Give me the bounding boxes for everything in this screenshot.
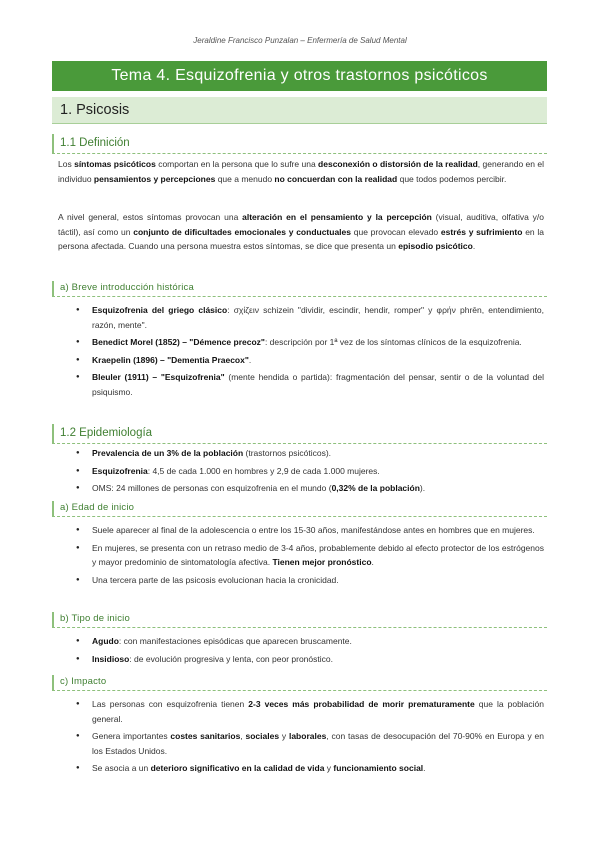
bold-text: desconexión o distorsión de la realidad [318,159,478,169]
text-run: comportan en la persona que lo sufre una [155,159,319,169]
paragraph-definicion-1 [58,157,544,186]
text-run: : de evolución progresiva y lenta, con peor pronóstico. [129,653,333,664]
text-run: que la población general. [92,699,545,724]
text-run: , con tasas de desocupación del 70-90% en Europa y en los Estados Unidos. [92,731,544,756]
list-item [92,335,544,350]
bold-text: 0,32% de la población [331,483,420,493]
paragraph-definicion-2 [58,210,544,254]
list-item [92,634,544,649]
subsection-heading-epidemiologia: 1.2 Epidemiología [52,424,547,444]
bold-text: Agudo [92,636,119,646]
text-run: Los [58,159,75,169]
text-run: que todos podemos percibir. [397,173,507,184]
list-item [92,481,544,496]
page-header: Jeraldine Francisco Punzalan – Enfermería de Salud Mental [193,36,407,45]
list-item [92,573,544,588]
text-run: que a menudo [215,173,275,184]
text-run: , generando en el individuo [58,159,544,184]
text-run: : σχίζειν schizein "dividir, escindir, hendir, romper" y φρήν phrēn, entendimiento, razón, mente". [92,305,544,330]
section-heading: 1. Psicosis [52,97,547,124]
list-item [92,729,544,758]
bold-text: funcionamiento social [333,763,424,773]
list-item [92,652,544,667]
bold-text: Kraepelin (1896) – "Dementia Praecox" [92,354,249,365]
text-run: : descripción por 1ª vez de los síntomas clínicos de la esquizofrenia. [264,337,522,347]
mini-heading-tipo: b) Tipo de inicio [52,612,547,628]
mini-heading-edad: a) Edad de inicio [52,501,547,517]
text-run: . [248,354,252,365]
list-impacto [58,697,544,779]
text-run: En mujeres, se presenta con un retraso medio de 3-4 años, probablemente debido al efecto protector de los estrógenos y mayor predominio de sintomatología afectiva. [92,542,544,567]
text-run: en la persona afectada. Cuando una persona muestra estos síntomas, se dice que presenta un [58,226,545,251]
text-run: (mente hendida o partida): fragmentación del pensar, sentir o de la voluntad del psiquismo. [92,372,544,397]
text-run: y [324,763,334,773]
list-epidemiologia [58,446,544,499]
list-item [92,446,544,461]
text-run: Las personas con esquizofrenia tienen [92,699,249,709]
bold-text: Benedict Morel (1852) – "Démence precoz" [92,337,265,347]
list-item [92,523,544,538]
text-run: Una tercera parte de las psicosis evolucionan hacia la cronicidad. [92,574,339,585]
text-run: . [371,557,374,567]
list-item [92,370,544,399]
text-run: y [279,731,289,741]
bold-text: Esquizofrenia [92,465,148,476]
list-edad [58,523,544,590]
bold-text: laborales [288,731,327,741]
text-run: Se asocia a un [92,763,151,773]
subsection-heading-definicion: 1.1 Definición [52,134,547,154]
text-run: : con manifestaciones episódicas que aparecen bruscamente. [118,636,352,646]
mini-heading-historia: a) Breve introducción histórica [52,281,547,297]
bold-text: Insidioso [92,653,130,664]
text-run: A nivel general, estos síntomas provocan una [58,212,243,222]
bold-text: costes sanitarios [170,731,241,741]
mini-heading-impacto: c) Impacto [52,675,547,691]
bold-text: Esquizofrenia del griego clásico [92,305,228,315]
text-run: que provocan elevado [351,226,441,237]
bold-text: Tienen mejor pronóstico [272,557,372,567]
list-historia [58,303,544,402]
text-run: : 4,5 de cada 1.000 en hombres y 2,9 de cada 1.000 mujeres. [147,465,380,476]
text-run: (trastornos psicóticos). [243,448,332,458]
bold-text: deterioro significativo en la calidad de vida [150,763,325,773]
bold-text: conjunto de dificultades emocionales y conductuales [133,226,351,237]
bold-text: alteración en el pensamiento y la percepción [242,212,432,222]
bold-text: síntomas psicóticos [74,159,156,169]
text-run: OMS: 24 millones de personas con esquizofrenia en el mundo ( [92,483,332,493]
bold-text: no concuerdan con la realidad [274,173,398,184]
text-run: Genera importantes [92,731,171,741]
bold-text: sociales [245,731,280,741]
bold-text: estrés y sufrimiento [440,226,523,237]
bold-text: 2-3 veces más probabilidad de morir prematuramente [248,699,475,709]
bold-text: Prevalencia de un 3% de la población [92,448,244,458]
text-run: ). [419,483,426,493]
list-item [92,697,544,726]
list-item [92,761,544,776]
text-run: . [423,763,426,773]
list-item [92,303,544,332]
text-run: (visual, auditiva, olfativa y/o táctil), así como un [58,212,544,237]
bold-text: Bleuler (1911) – "Esquizofrenia" [92,372,225,382]
text-run: , [240,731,246,741]
list-item [92,464,544,479]
bold-text: pensamientos y percepciones [93,173,216,184]
text-run: Suele aparecer al final de la adolescencia o entre los 15-30 años, manifestándose antes en hombres que en mujeres. [92,525,535,535]
list-item [92,353,544,368]
text-run: . [472,241,476,251]
bold-text: episodio psicótico [398,241,473,251]
chapter-title: Tema 4. Esquizofrenia y otros trastornos psicóticos [52,61,547,91]
list-item [92,541,544,570]
list-tipo [58,634,544,669]
